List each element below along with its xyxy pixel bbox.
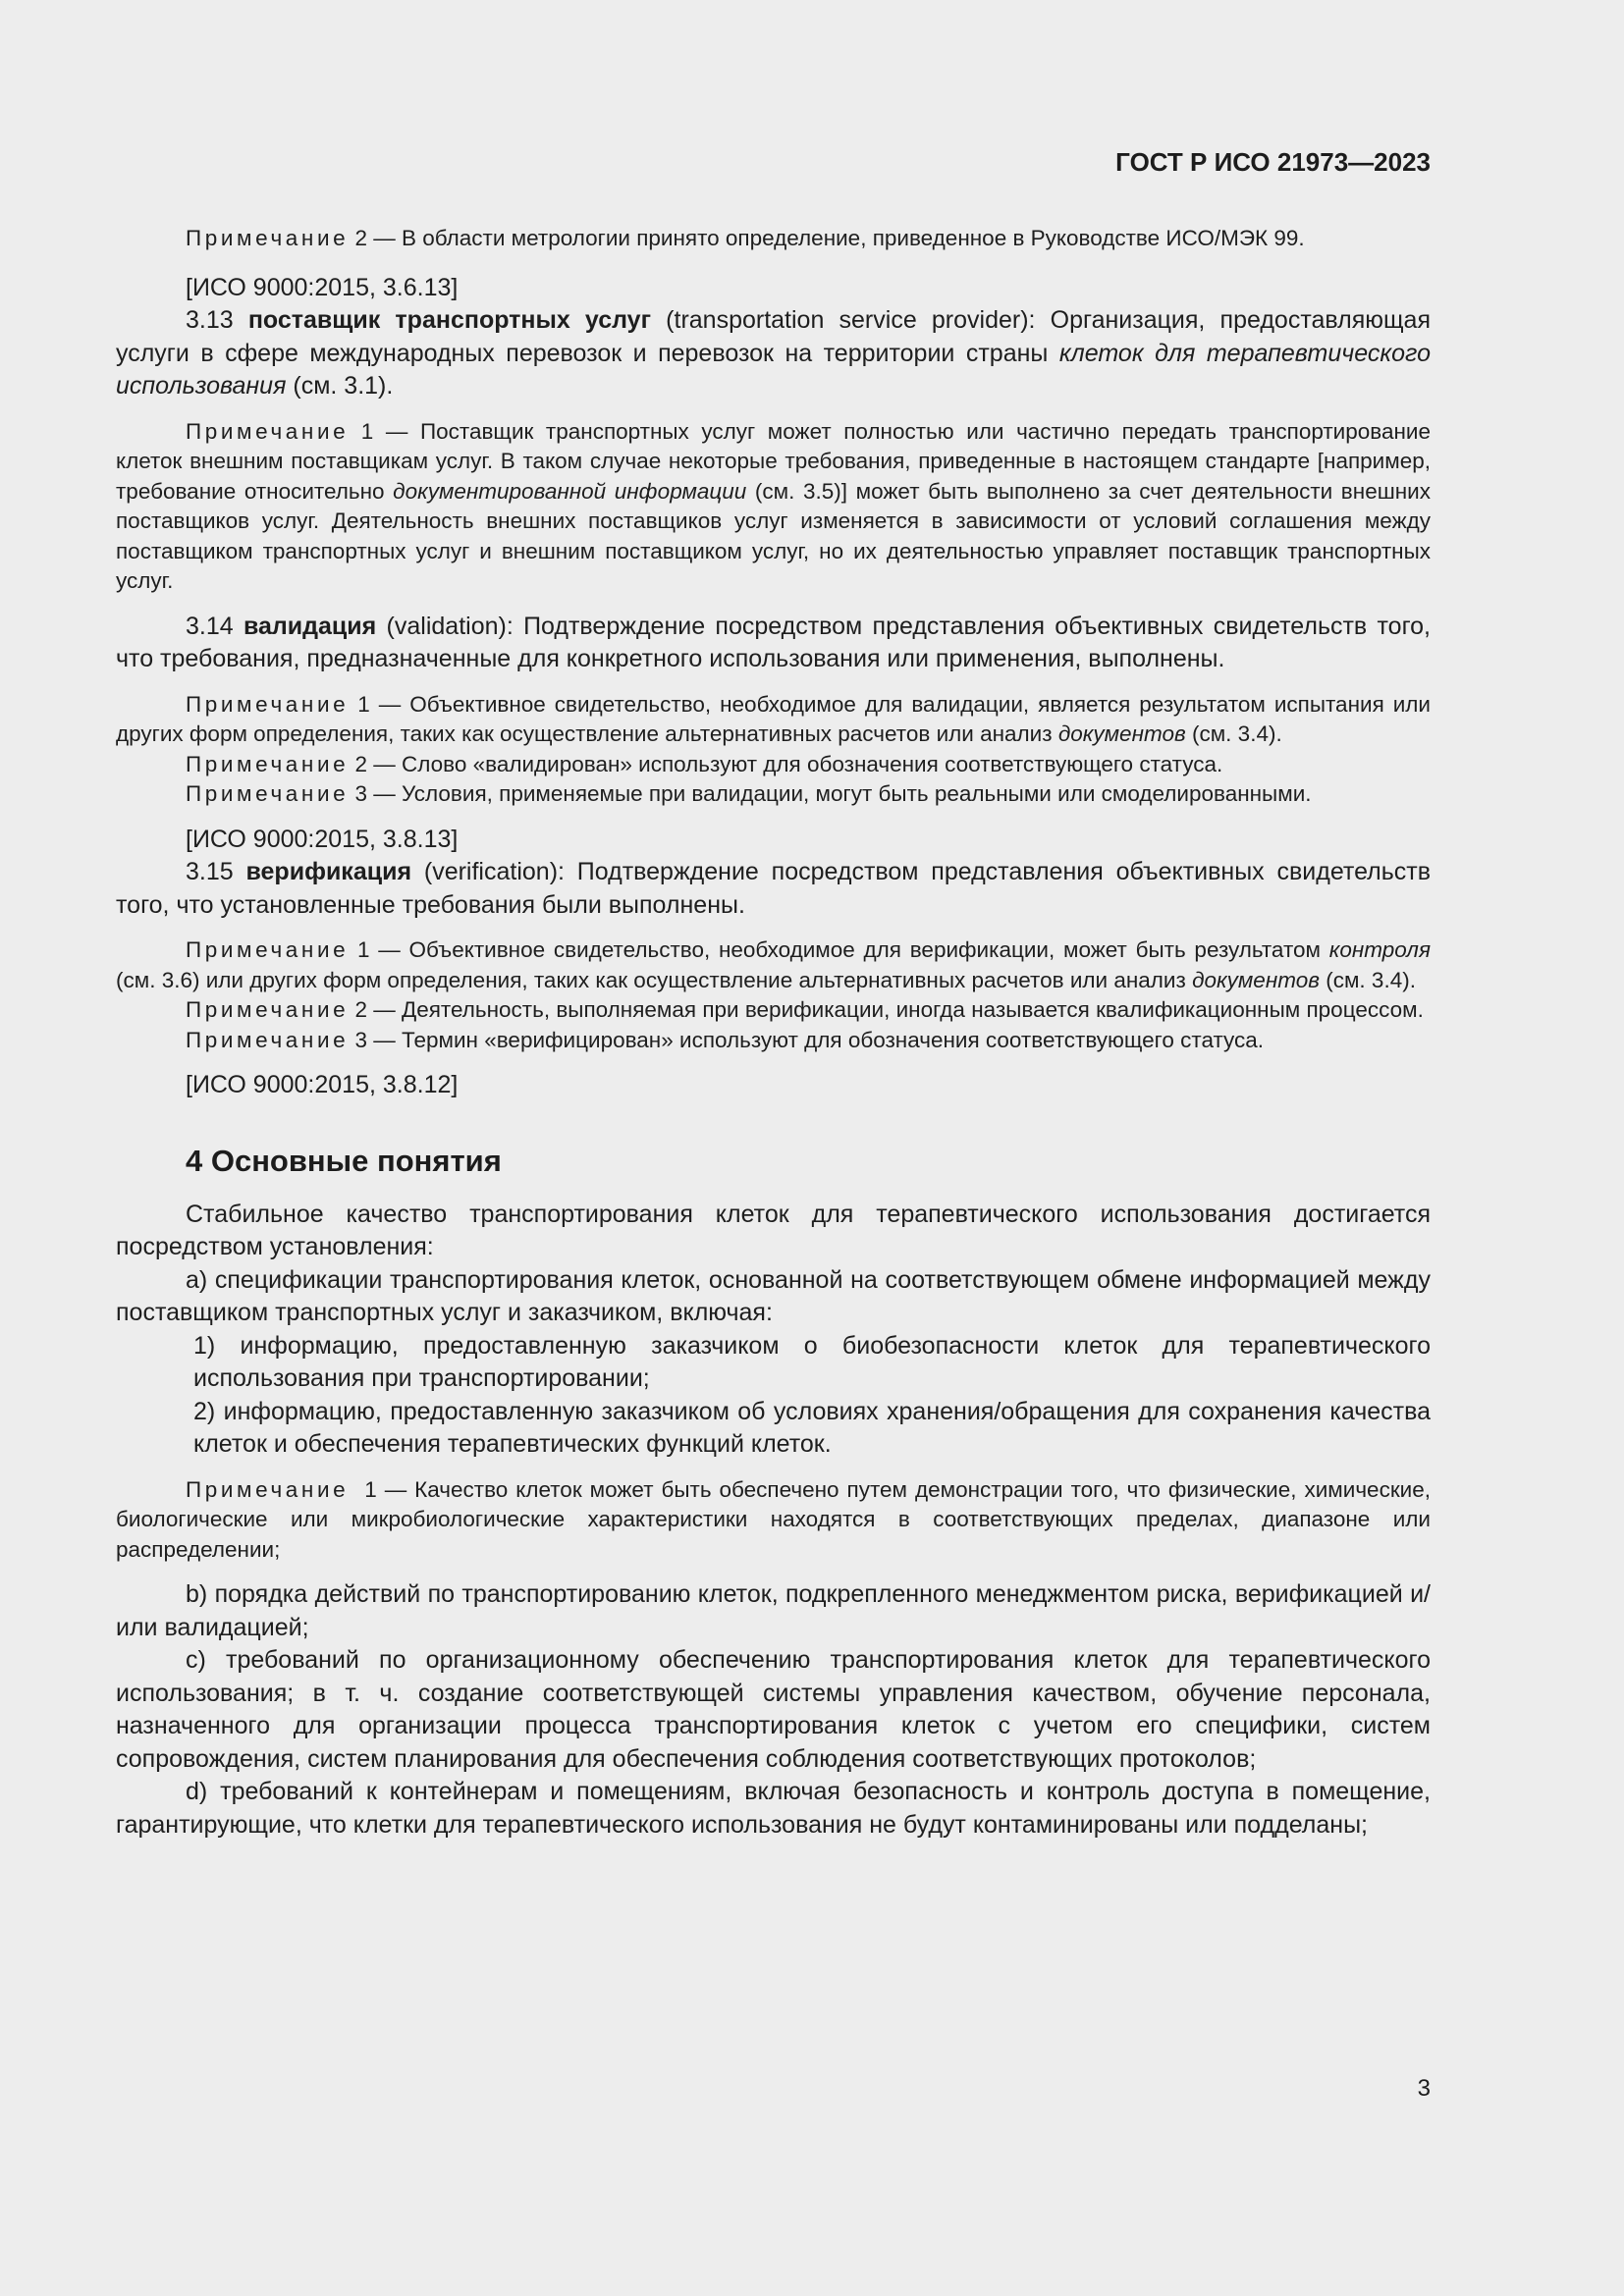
list-item-b: b) порядка действий по транспортированию клеток, подкрепленного менеджментом риска, верификацией и/или валидацией;: [116, 1580, 1431, 1641]
term-title: валидация: [243, 612, 377, 640]
list-item-a: a) спецификации транспортирования клеток, основанной на соответствующем обмене информацией между поставщиком транспортных услуг и заказчиком, включая:: [116, 1265, 1431, 1326]
note-label: Примечание: [186, 226, 350, 250]
note-label: Примечание: [186, 1476, 350, 1502]
term-3-14-note-2: Примечание 2 — Слово «валидирован» используют для обозначения соответствующего статуса.: [186, 751, 1223, 776]
reference-3-6-13: [ИСО 9000:2015, 3.6.13]: [186, 273, 459, 301]
term-3-14-note-3: Примечание 3 — Условия, применяемые при валидации, могут быть реальными или смоделированными.: [186, 781, 1312, 806]
reference-3-8-13: [ИСО 9000:2015, 3.8.13]: [186, 825, 459, 853]
term-3-15-note-2: Примечание 2 — Деятельность, выполняемая при верификации, иногда называется квалификационным процессом.: [186, 997, 1424, 1022]
list-item-d: d) требований к контейнерам и помещениям, включая безопасность и контроль доступа в помещение, гарантирующие, что клетки для терапевтического использования не будут контаминированы или подделаны;: [116, 1778, 1431, 1839]
list-item-c: c) требований по организационному обеспечению транспортирования клеток для терапевтического использования; в т. ч. создание соответствующей системы управления качеством, обучение персонала, назначенного для организации процесса транспортирования клеток с учетом его специфики, систем сопровождения, систем планирования для обеспечения соблюдения соответствующих протоколов;: [116, 1646, 1431, 1773]
term-title: верификация: [245, 858, 412, 885]
section-4-note-1: Примечание 1 — Качество клеток может быть обеспечено путем демонстрации того, что физические, химические, биологические или микробиологические характеристики находятся в соответствующих пределах, диапазоне или распределении;: [116, 1476, 1431, 1562]
term-3-13-note-1: Примечание 1 — Поставщик транспортных услуг может полностью или частично передать транспортирование клеток внешним поставщикам услуг. В таком случае некоторые требования, приведенные в настоящем стандарте [например, требование относительно документированной информации (см. 3.5)] может быть выполнено за счет деятельности внешних поставщиков услуг. Деятельность внешних поставщиков услуг изменяется в зависимости от условий соглашения между поставщиком транспортных услуг и внешним поставщиком услуг, но их деятельностью управляет поставщик транспортных услуг.: [116, 418, 1431, 593]
term-3-13: 3.13 поставщик транспортных услуг (transportation service provider): Организация, предоставляющая услуги в сфере международных перевозок и перевозок на территории страны клеток для терапевтического использования (см. 3.1).: [116, 306, 1431, 400]
note-label: Примечание: [186, 691, 350, 717]
term-3-14-note-1: Примечание 1 — Объективное свидетельство, необходимое для валидации, является результатом испытания или других форм определения, таких как осуществление альтернативных расчетов или анализ документов (см. 3.4).: [116, 691, 1431, 746]
page-number: 3: [1417, 2075, 1431, 2102]
section-4-intro: Стабильное качество транспортирования клеток для терапевтического использования достигается посредством установления:: [116, 1200, 1431, 1260]
page-content: [116, 224, 1431, 1842]
note-label: Примечание: [186, 937, 350, 962]
term-3-15-note-3: Примечание 3 — Термин «верифицирован» используют для обозначения соответствующего статуса.: [186, 1027, 1265, 1052]
note-label: Примечание: [186, 781, 350, 806]
list-item-a-1: 1) информацию, предоставленную заказчиком о биобезопасности клеток для терапевтического использования при транспортировании;: [193, 1331, 1431, 1392]
note-label: Примечание: [186, 418, 350, 444]
section-4-heading: 4 Основные понятия: [186, 1143, 502, 1178]
note-2-metrology: Примечание 2 — В области метрологии принято определение, приведенное в Руководстве ИСО/МЭК 99.: [186, 226, 1305, 250]
term-3-15: 3.15 верификация (verification): Подтверждение посредством представления объективных свидетельств того, что установленные требования были выполнены.: [116, 858, 1431, 919]
list-item-a-2: 2) информацию, предоставленную заказчиком об условиях хранения/обращения для сохранения качества клеток и обеспечения терапевтических функций клеток.: [193, 1397, 1431, 1458]
term-title: поставщик транспортных услуг: [247, 306, 651, 334]
reference-3-8-12: [ИСО 9000:2015, 3.8.12]: [186, 1071, 459, 1098]
note-label: Примечание: [186, 1027, 350, 1052]
term-3-15-note-1: Примечание 1 — Объективное свидетельство, необходимое для верификации, может быть результатом контроля (см. 3.6) или других форм определения, таких как осуществление альтернативных расчетов или анализ документов (см. 3.4).: [116, 937, 1431, 992]
note-label: Примечание: [186, 997, 350, 1022]
note-label: Примечание: [186, 751, 350, 776]
standard-designation: ГОСТ Р ИСО 21973—2023: [1115, 147, 1431, 177]
term-3-14: 3.14 валидация (validation): Подтверждение посредством представления объективных свидетельств того, что требования, предназначенные для конкретного использования или применения, выполнены.: [116, 612, 1431, 672]
